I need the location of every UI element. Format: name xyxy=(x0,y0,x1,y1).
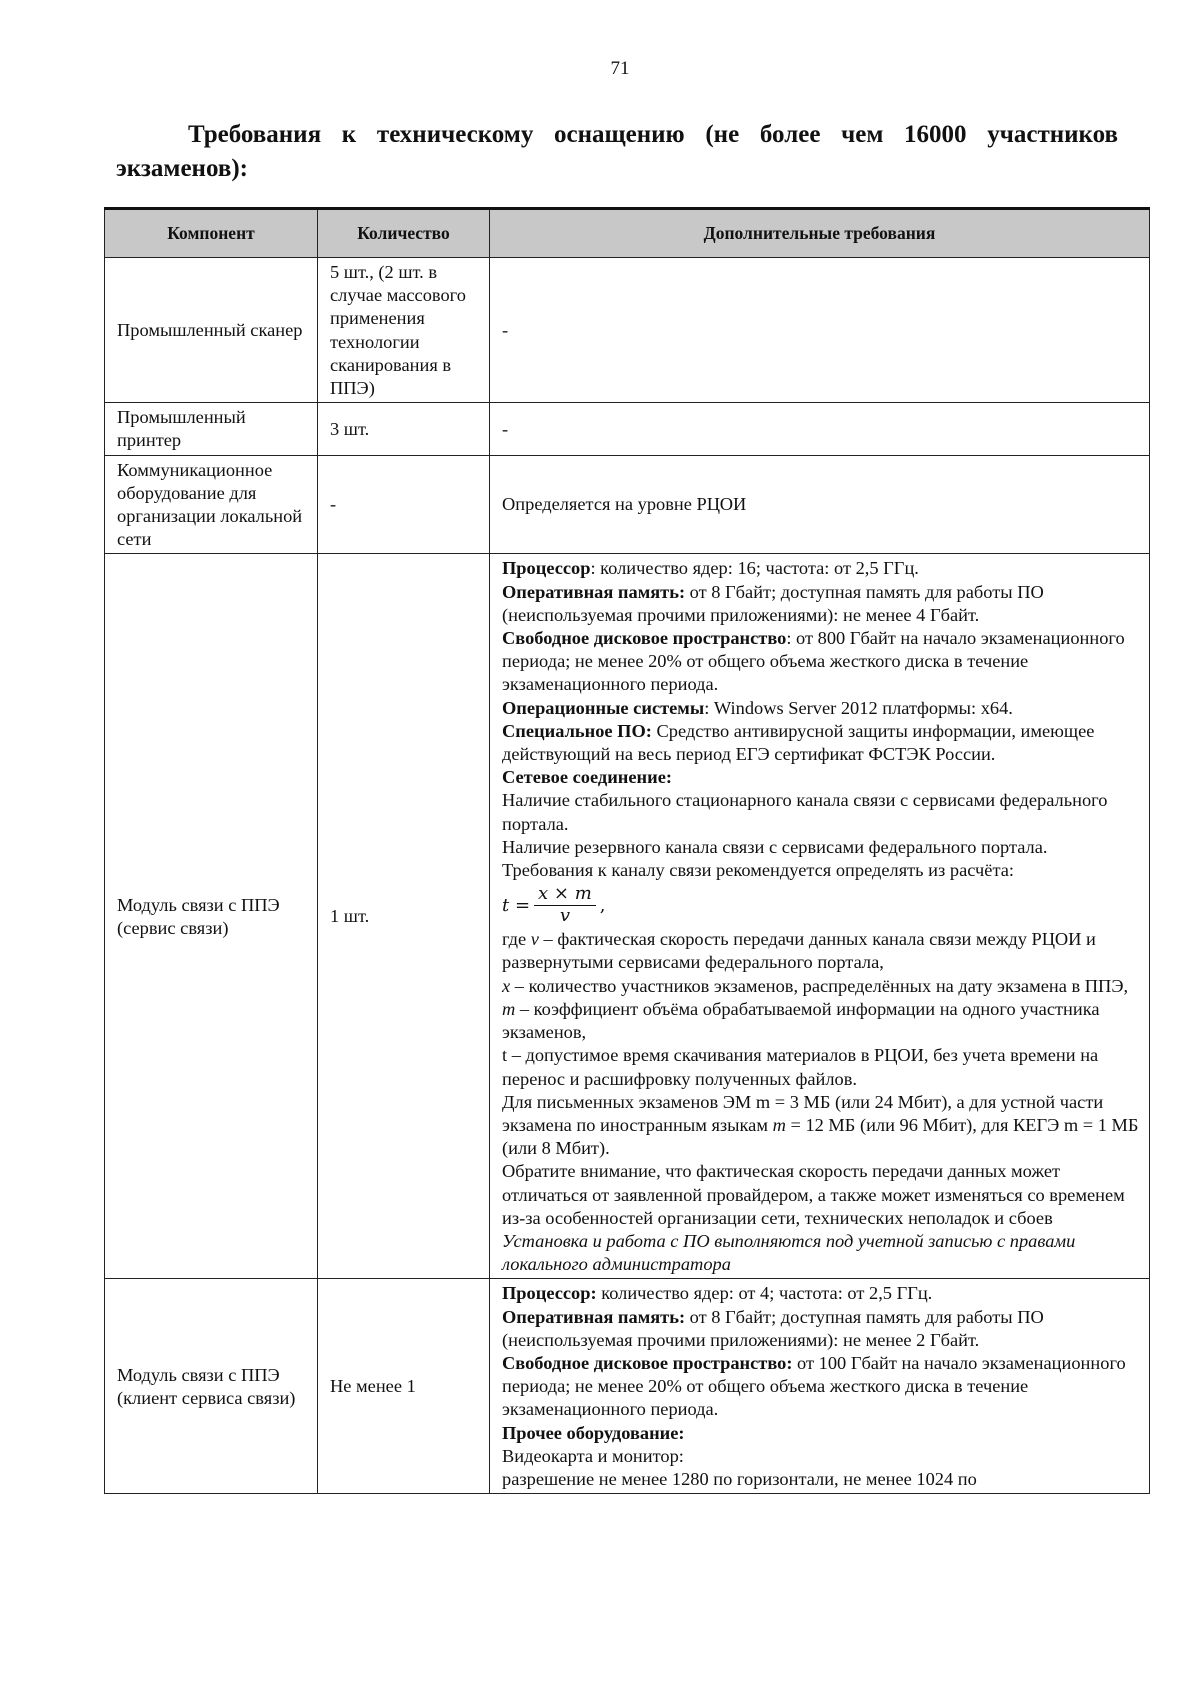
table-row xyxy=(105,403,1150,455)
variable-m-definition xyxy=(502,998,1141,1044)
network-text-3: Требования к каналу связи рекомендуется определять из расчёта: xyxy=(502,860,1014,881)
cpu-requirement xyxy=(502,557,1141,580)
component-cell: Модуль связи с ППЭ (клиент сервиса связи) xyxy=(105,1279,318,1494)
component-cell: Коммуникационное оборудование для организации локальной сети xyxy=(105,455,318,554)
resolution-requirement: разрешение не менее 1280 по горизонтали, не менее 1024 по xyxy=(502,1468,977,1489)
video-requirement: Видеокарта и монитор: xyxy=(502,1445,684,1466)
formula-denominator: v xyxy=(559,905,570,927)
disk-requirement xyxy=(502,1352,1141,1422)
component-cell: Промышленный принтер xyxy=(105,403,318,455)
quantity-cell: 3 шт. xyxy=(318,403,490,455)
speed-note: Обратите внимание, что фактическая скорость передачи данных может отличаться от заявленной провайдером, а также может изменяться со временем из-за особенностей организации сети, технических неполадок и сбоев xyxy=(502,1161,1125,1228)
bandwidth-formula xyxy=(502,882,1141,928)
quantity-cell: 1 шт. xyxy=(318,554,490,1279)
ram-requirement xyxy=(502,1306,1141,1352)
os-requirement xyxy=(502,697,1141,720)
requirements-cell: Определяется на уровне РЦОИ xyxy=(490,455,1150,554)
x-variable: x xyxy=(502,975,511,996)
disk-label: Свободное дисковое пространство: xyxy=(502,1352,793,1373)
m-text: – коэффициент объёма обрабатываемой информации на одного участника экзаменов, xyxy=(502,998,1100,1043)
table-row xyxy=(105,554,1150,1279)
network-text-2: Наличие резервного канала связи с сервисами федерального портала. xyxy=(502,836,1048,857)
table-row xyxy=(105,1279,1150,1494)
sizes-m-variable: m xyxy=(772,1114,786,1135)
network-text-1: Наличие стабильного стационарного канала связи с сервисами федерального портала. xyxy=(502,790,1108,834)
software-requirement xyxy=(502,720,1141,766)
component-cell: Модуль связи с ППЭ (сервис связи) xyxy=(105,554,318,1279)
software-text: Средство антивирусной защиты информации, имеющее действующий на весь период ЕГЭ сертификат ФСТЭК России. xyxy=(502,720,1095,765)
x-text: – количество участников экзаменов, распределённых на дату экзамена в ППЭ, xyxy=(510,975,1129,996)
column-header-requirements: Дополнительные требования xyxy=(490,209,1150,258)
quantity-cell: - xyxy=(318,455,490,554)
m-variable: m xyxy=(502,998,516,1019)
other-equipment-label: Прочее оборудование: xyxy=(502,1422,685,1443)
formula-tail: , xyxy=(599,894,606,916)
cpu-text: : количество ядер: 16; частота: от 2,5 ГГц. xyxy=(590,558,919,579)
quantity-cell: 5 шт., (2 шт. в случае массового применения технологии сканирования в ППЭ) xyxy=(318,258,490,403)
formula-lhs: t = xyxy=(502,894,531,916)
software-label: Специальное ПО: xyxy=(502,720,652,741)
cpu-text: количество ядер: от 4; частота: от 2,5 ГГц. xyxy=(596,1283,933,1304)
variable-v-definition xyxy=(502,928,1141,974)
cpu-label: Процессор xyxy=(502,558,591,579)
network-label: Сетевое соединение: xyxy=(502,767,673,788)
ram-requirement xyxy=(502,581,1141,627)
cpu-label: Процессор: xyxy=(502,1283,597,1304)
page-number: 71 xyxy=(610,58,630,79)
disk-text: : от 800 Гбайт на начало экзаменационного периода; не менее 20% от общего объема жесткого диска в течение экзаменационного периода. xyxy=(502,628,1125,695)
requirements-cell: - xyxy=(490,403,1150,455)
disk-label: Свободное дисковое пространство xyxy=(502,628,787,649)
requirements-cell: - xyxy=(490,258,1150,403)
ram-text: от 8 Гбайт; доступная память для работы ПО (неиспользуемая прочими приложениями): не менее 2 Гбайт. xyxy=(502,1306,1044,1350)
v-text: – фактическая скорость передачи данных канала связи между РЦОИ и развернутыми сервисами федерального портала, xyxy=(502,929,1096,973)
formula-numerator: x × m xyxy=(534,884,596,906)
disk-requirement xyxy=(502,627,1141,697)
cpu-requirement xyxy=(502,1282,1141,1305)
quantity-cell: Не менее 1 xyxy=(318,1279,490,1494)
ram-label: Оперативная память: xyxy=(502,1306,686,1327)
table-row xyxy=(105,258,1150,403)
page-heading: Требования к техническому оснащению (не более чем 16000 участников экзаменов): xyxy=(116,121,1118,182)
ram-label: Оперативная память: xyxy=(502,581,686,602)
os-text: : Windows Server 2012 платформы: x64. xyxy=(704,697,1013,718)
material-sizes xyxy=(502,1091,1141,1161)
os-label: Операционные системы xyxy=(502,697,705,718)
admin-note: Установка и работа с ПО выполняются под учетной записью с правами локального администратора xyxy=(502,1230,1076,1275)
variable-x-definition xyxy=(502,975,1141,998)
requirements-cell xyxy=(490,1279,1150,1494)
v-prefix: где xyxy=(502,929,531,950)
requirements-cell xyxy=(490,554,1150,1279)
component-cell: Промышленный сканер xyxy=(105,258,318,403)
table-row xyxy=(105,455,1150,554)
table-header-row xyxy=(105,209,1150,258)
ram-text: от 8 Гбайт; доступная память для работы ПО (неиспользуемая прочими приложениями): не менее 4 Гбайт. xyxy=(502,581,1044,625)
sizes-text-2: = 12 МБ (или 96 Мбит), для КЕГЭ m = 1 МБ (или 8 Мбит). xyxy=(502,1114,1139,1159)
column-header-quantity: Количество xyxy=(318,209,490,258)
v-variable: v xyxy=(530,929,539,950)
disk-text: от 100 Гбайт на начало экзаменационного периода; не менее 20% от общего объема жесткого диска в течение экзаменационного периода. xyxy=(502,1352,1126,1420)
formula-fraction xyxy=(534,884,596,926)
variable-t-definition: t – допустимое время скачивания материалов в РЦОИ, без учета времени на перенос и расшифровку полученных файлов. xyxy=(502,1045,1099,1089)
sizes-text-1: Для письменных экзаменов ЭМ m = 3 МБ (или 24 Мбит), а для устной части экзамена по иностранным языкам xyxy=(502,1091,1104,1135)
requirements-table xyxy=(104,207,1150,1494)
column-header-component: Компонент xyxy=(105,209,318,258)
